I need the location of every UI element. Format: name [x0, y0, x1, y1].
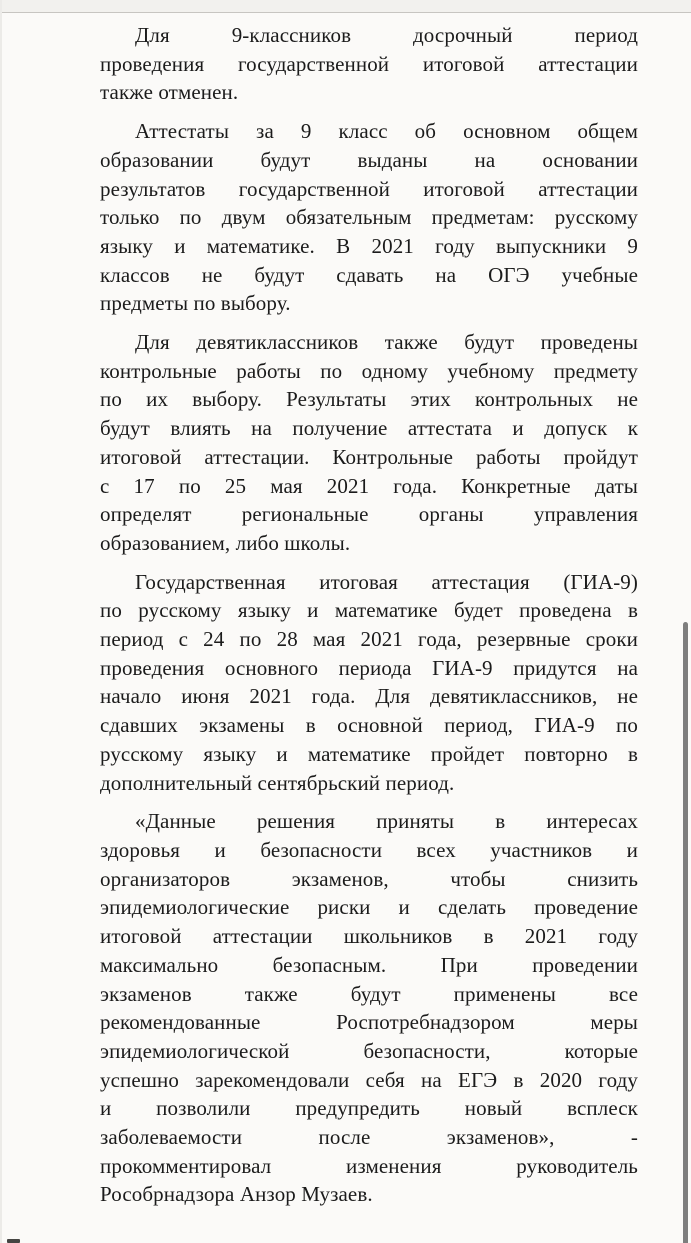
text-line: предметы по выбору. — [100, 291, 291, 316]
text-line: период с 24 по 28 мая 2021 года, резервные сроки — [100, 627, 638, 652]
text-line: также отменен. — [100, 80, 239, 105]
top-bar — [0, 0, 691, 13]
text-line: будут влиять на получение аттестата и допуск к — [100, 416, 638, 441]
text-line: эпидемиологические риски и сделать проведение — [100, 895, 638, 920]
text-line: по русскому языку и математике будет проведена в — [100, 598, 638, 623]
text-line: заболеваемости после экзаменов», - — [100, 1125, 638, 1150]
paragraph — [100, 807, 638, 1209]
text-line: максимально безопасным. При проведении — [100, 952, 638, 977]
text-line: русскому языку и математике пройдет повторно в — [100, 741, 638, 766]
text-line: по их выбору. Результаты этих контрольных не — [100, 387, 638, 412]
text-line: дополнительный сентябрьский период. — [100, 770, 455, 795]
text-line: Рособрнадзора Анзор Музаев. — [100, 1182, 373, 1207]
text-line: итоговой аттестации. Контрольные работы пройдут — [100, 444, 638, 469]
scrollbar-thumb[interactable] — [683, 622, 688, 1243]
text-line: рекомендованные Роспотребнадзором меры — [100, 1010, 638, 1035]
paragraph — [100, 21, 638, 107]
text-line: здоровья и безопасности всех участников и — [100, 837, 638, 862]
bottom-left-mark — [7, 1239, 20, 1243]
text-line: классов не будут сдавать на ОГЭ учебные — [100, 262, 638, 287]
document-body — [100, 13, 638, 1209]
paragraph — [100, 117, 638, 318]
text-line: и позволили предупредить новый всплеск — [100, 1096, 638, 1121]
text-line: «Данные решения приняты в интересах — [135, 809, 638, 834]
text-line: контрольные работы по одному учебному предмету — [100, 358, 638, 383]
paragraph — [100, 568, 638, 798]
text-line: Для 9-классников досрочный период — [135, 23, 638, 47]
text-line: Аттестаты за 9 класс об основном общем — [135, 119, 638, 144]
text-line: Государственная итоговая аттестация (ГИА-9) — [135, 569, 638, 594]
text-line: результатов государственной итоговой аттестации — [100, 176, 638, 201]
page-left-edge — [0, 0, 2, 1243]
text-line: прокомментировал изменения руководитель — [100, 1153, 638, 1178]
text-line: успешно зарекомендовали себя на ЕГЭ в 2020 году — [100, 1067, 638, 1092]
text-line: проведения основного периода ГИА-9 придутся на — [100, 655, 638, 680]
text-line: образовании будут выданы на основании — [100, 147, 638, 172]
text-line: с 17 по 25 мая 2021 года. Конкретные даты — [100, 473, 638, 498]
text-line: сдавших экзамены в основной период, ГИА-9 по — [100, 713, 638, 738]
text-line: определят региональные органы управления — [100, 502, 638, 527]
text-line: проведения государственной итоговой аттестации — [100, 51, 638, 76]
paragraph — [100, 328, 638, 558]
text-line: итоговой аттестации школьников в 2021 году — [100, 924, 638, 949]
text-line: экзаменов также будут применены все — [100, 981, 638, 1006]
text-line: языку и математике. В 2021 году выпускники 9 — [100, 233, 638, 258]
text-line: организаторов экзаменов, чтобы снизить — [100, 866, 638, 891]
text-line: эпидемиологической безопасности, которые — [100, 1038, 638, 1063]
text-line: Для девятиклассников также будут проведены — [135, 330, 638, 355]
text-line: только по двум обязательным предметам: русскому — [100, 205, 638, 230]
text-line: образованием, либо школы. — [100, 530, 351, 555]
text-line: начало июня 2021 года. Для девятиклассников, не — [100, 684, 638, 709]
